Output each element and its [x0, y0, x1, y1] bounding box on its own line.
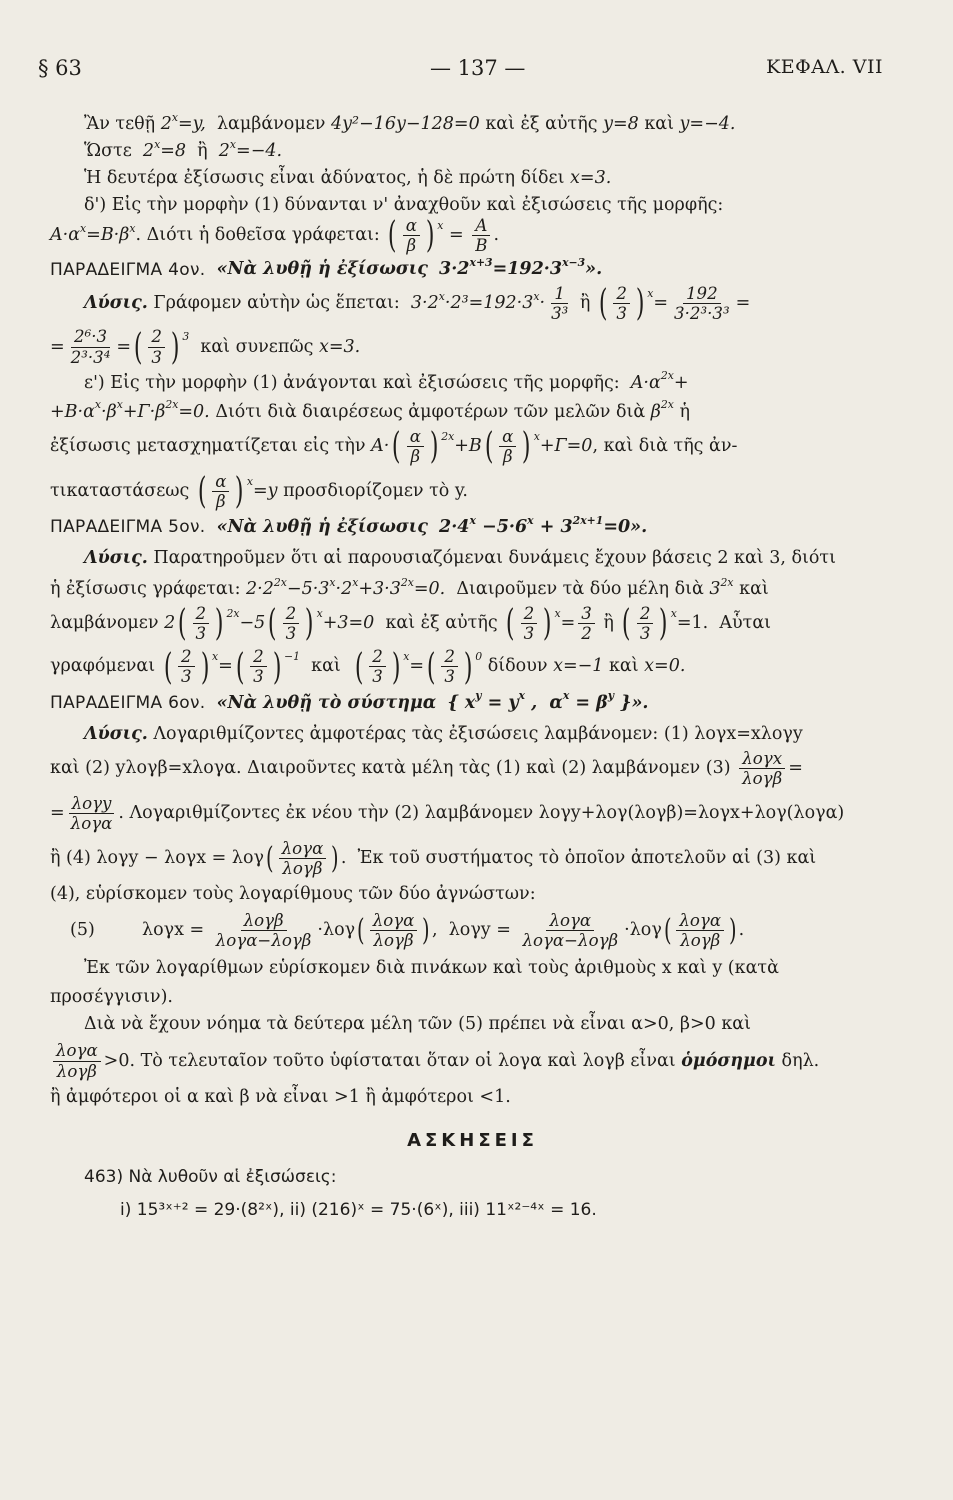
text-line: καὶ (2) yλογβ=xλογα. Διαιροῦντες κατὰ μέλη τὰς (1) καὶ (2) λαμβάνομεν (3) $\frac{\text{λογx}}{\text{λογβ}}$ = — [50, 748, 803, 788]
text-line: ἡ ἐξίσωσις γράφεται: $2\cdot 2^{2x}-5\cdot 3^x\cdot 2^x+3\cdot 3^{2x}=0$. Διαιροῦμεν τὰ δύο μέλη διὰ $3^{2x}$ καὶ — [50, 575, 769, 600]
text-line: λαμβάνομεν 2 ( $\frac{2}{3}$ ) $^{2x}$ −5 ( $\frac{2}{3}$ ) $^x$ +3=0 καὶ ἐξ αὐτῆς ( $\frac{2}{3}$ ) $^x$ = $\frac{3}{2}$ ἢ ( $\frac{2}{3}$ ) $^x$ =1. Αὗται — [50, 601, 772, 645]
page-header — [38, 56, 883, 86]
page-body — [50, 110, 895, 1220]
section-number: § 63 — [38, 56, 82, 80]
text-line: $+B\cdot\alpha^x\cdot\beta^x+\Gamma\cdot\beta^{2x}=0$. Διότι διὰ διαιρέσεως ἀμφοτέρων τῶν μελῶν διὰ $\beta^{2x}$ ἡ — [50, 398, 690, 422]
text-line: $A\cdot\alpha^x=B\cdot\beta^x$ . Διότι ἡ δοθεῖσα γράφεται: ( $\frac{\alpha}{\beta}$ ) $^x$ = $\frac{A}{B}$ . — [50, 213, 500, 257]
text-line: δ') Εἰς τὴν μορφὴν (1) δύνανται ν' ἀναχθοῦν καὶ ἐξισώσεις τῆς μορφῆς: — [84, 195, 724, 215]
exercise-463-equations: i) 15³ˣ⁺² = 29·(8²ˣ), ii) (216)ˣ = 75·(6ˣ), iii) 11ˣ²⁻⁴ˣ = 16. — [120, 1199, 597, 1220]
text-line: ἐξίσωσις μετασχηματίζεται εἰς τὴν A· ( $\frac{\alpha}{\beta}$ ) $^{2x}$ +B ( $\frac{\alpha}{\beta}$ ) $^x$ +Γ=0 , καὶ διὰ τῆς ἀν- — [50, 423, 738, 467]
text-line: Ἡ δευτέρα ἐξίσωσις εἶναι ἀδύνατος, ἡ δὲ πρώτη δίδει x=3. — [84, 168, 612, 188]
text-line: ε') Εἰς τὴν μορφὴν (1) ἀνάγονται καὶ ἐξισώσεις τῆς μορφῆς: $A\cdot\alpha^{2x}+$ — [84, 369, 689, 393]
text-line: $\frac{\text{λογα}}{\text{λογβ}}$ >0. Τὸ τελευταῖον τοῦτο ὑφίσταται ὅταν οἱ λογα καὶ λογβ εἶναι ὁμόσημοι δηλ. — [50, 1041, 895, 1080]
text-line: = $\frac{\text{λογy}}{\text{λογα}}$ . Λογαριθμίζοντες ἐκ νέου τὴν (2) λαμβάνομεν λογy+λογ(λογβ)=λογx+λογ(λογα) — [50, 793, 845, 833]
chapter-label: ΚΕΦΑΛ. VII — [766, 56, 883, 78]
text-line: γραφόμεναι ( $\frac{2}{3}$ ) $^x$ = ( $\frac{2}{3}$ ) $^{-1}$ καὶ ( $\frac{2}{3}$ ) $^x$ = ( $\frac{2}{3}$ ) $^0$ δίδουν x=−1 καὶ x=0. — [50, 644, 686, 688]
exercises-heading: ΑΣΚΗΣΕΙΣ — [407, 1129, 538, 1151]
equation-5: (5) λογx = $\frac{\text{λογβ}}{\text{λογα−λογβ}}$ ·λογ ( $\frac{\text{λογα}}{\text{λογβ}}$ ) , λογy = $\frac{\text{λογα}}{\text{λογα−λογβ}}$ ·λογ ( $\frac{\text{λογα}}{\text{λογβ}}$ ) . — [70, 911, 745, 951]
text-line: ἢ ἀμφότεροι οἱ α καὶ β νὰ εἶναι >1 ἢ ἀμφότεροι <1. — [50, 1086, 511, 1107]
text-line: Ἐκ τῶν λογαρίθμων εὑρίσκομεν διὰ πινάκων καὶ τοὺς ἀριθμοὺς x καὶ y (κατὰ — [84, 958, 779, 979]
text-line: Λύσις. Παρατηροῦμεν ὅτι αἱ παρουσιαζόμεναι δυνάμεις ἔχουν βάσεις 2 καὶ 3, διότι — [84, 548, 836, 569]
example-5-heading: ΠΑΡΑΔΕΙΓΜΑ 5ον. «Νὰ λυθῇ ἡ ἐξίσωσις $2\cdot 4^x -5\cdot 6^x + 3^{2x+1}=0$». — [50, 513, 648, 538]
text-line: Λύσις. Γράφομεν αὐτὴν ὡς ἕπεται: $3\cdot 2^x\cdot 2^3=192\cdot 3^x\cdot$ $\frac{1}{\text{3³}}$ ἢ ( $\frac{2}{3}$ ) $^x$ = $\frac{192}{\text{3·2³·3³}}$ = — [84, 281, 751, 325]
example-6-heading: ΠΑΡΑΔΕΙΓΜΑ 6ον. «Νὰ λυθῇ τὸ σύστημα { $x^y = y^x$ , $\alpha^x = \beta^y$ }». — [50, 689, 649, 713]
text-line: Λύσις. Λογαριθμίζοντες ἀμφοτέρας τὰς ἐξισώσεις λαμβάνομεν: (1) λογx=xλογy — [84, 723, 803, 744]
text-line: τικαταστάσεως ( $\frac{\alpha}{\beta}$ ) $^x$ =y προσδιορίζομεν τὸ y. — [50, 469, 468, 513]
text-line: προσέγγισιν). — [50, 987, 173, 1008]
text-line: Ὥστε $2^x=8$ ἢ $2^x=-4$. — [84, 137, 283, 161]
text-line: (4), εὑρίσκομεν τοὺς λογαρίθμους τῶν δύο ἀγνώστων: — [50, 884, 536, 905]
page-number: — 137 — — [430, 56, 526, 80]
example-4-heading: ΠΑΡΑΔΕΙΓΜΑ 4ον. «Νὰ λυθῇ ἡ ἐξίσωσις $3\cdot 2^{x+3}=192\cdot 3^{x-3}$». — [50, 255, 603, 280]
text-line: ἢ (4) λογy − λογx = λογ ( $\frac{\text{λογα}}{\text{λογβ}}$ ) . Ἐκ τοῦ συστήματος τὸ ὁποῖον ἀποτελοῦν αἱ (3) καὶ — [50, 838, 817, 879]
exercise-463: 463) Νὰ λυθοῦν αἱ ἐξισώσεις: — [84, 1167, 337, 1188]
text-line: = $\frac{\text{2⁶·3}}{\text{2³·3⁴}}$ = ( $\frac{2}{3}$ ) $^3$ καὶ συνεπῶς x=3. — [50, 324, 361, 368]
text-line: Διὰ νὰ ἔχουν νόημα τὰ δεύτερα μέλη τῶν (5) πρέπει νὰ εἶναι α>0, β>0 καὶ — [84, 1014, 751, 1035]
text-line: Ἂν τεθῇ $2^x=y$, λαμβάνομεν 4y²−16y−128=0 καὶ ἐξ αὐτῆς y=8 καὶ y=−4. — [84, 110, 736, 134]
